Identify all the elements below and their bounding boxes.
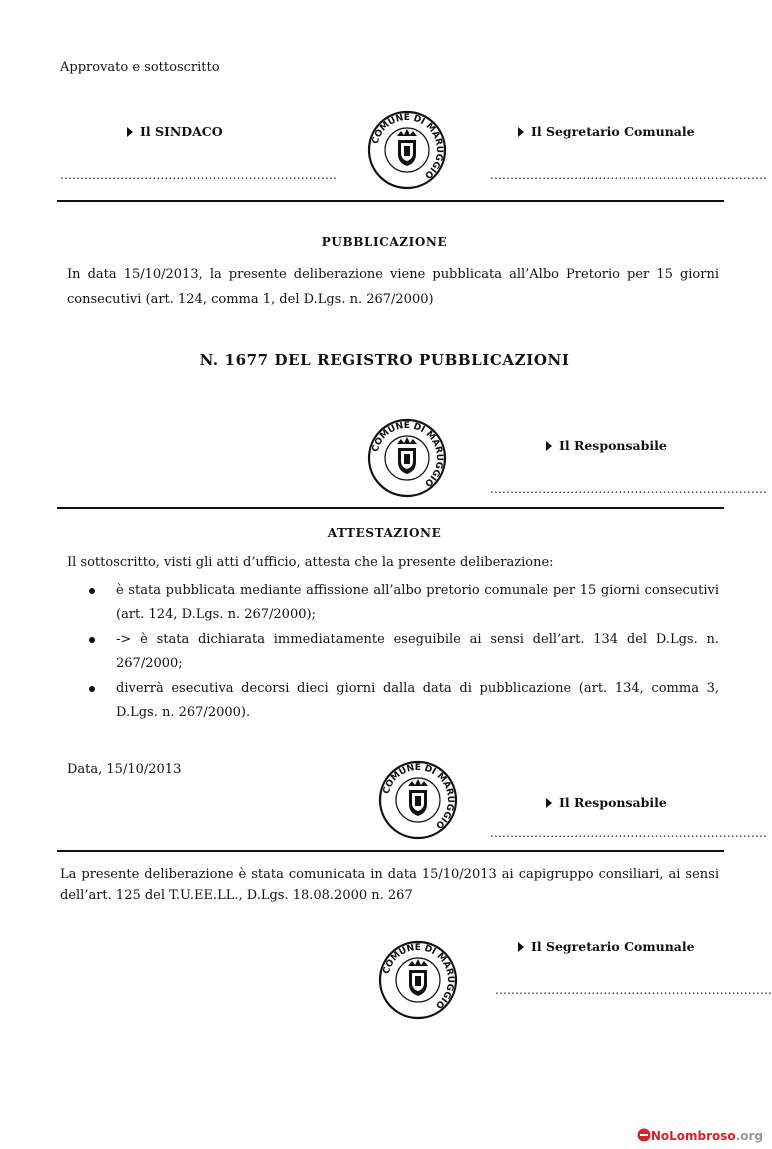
section-divider [57, 850, 724, 852]
responsabile-label-pubblicazione: Il Responsabile [546, 438, 667, 453]
responsabile-label-attestazione: Il Responsabile [546, 795, 667, 810]
triangle-bullet-icon [518, 942, 524, 952]
bullet-dot-icon [89, 588, 95, 594]
municipal-seal-stamp [378, 940, 458, 1020]
registro-heading: N. 1677 DEL REGISTRO PUBBLICAZIONI [199, 351, 570, 369]
sindaco-label: Il SINDACO [127, 124, 223, 139]
segretario-label-bottom: Il Segretario Comunale [518, 939, 695, 954]
triangle-bullet-icon [518, 127, 524, 137]
signature-line-responsabile: ..................................................................... [490, 826, 767, 840]
attestazione-list [67, 579, 719, 726]
municipal-seal-stamp [367, 418, 447, 498]
attestazione-intro: Il sottoscritto, visti gli atti d’ufficio, attesta che la presente deliberazione: [67, 555, 554, 570]
triangle-bullet-icon [546, 798, 552, 808]
list-item: -> è stata dichiarata immediatamente eseguibile ai sensi dell’art. 134 del D.Lgs. n. 267/2000; [67, 628, 719, 676]
approval-note: Approvato e sottoscritto [60, 60, 220, 75]
svg-text:COMUNE DI MARUGGIO: COMUNE DI MARUGGIO [381, 942, 456, 1011]
pubblicazione-text: In data 15/10/2013, la presente deliberazione viene pubblicata all’Albo Pretorio per 15 giorni consecutivi (art. 124, comma 1, del D.Lgs. n. 267/2000) [67, 267, 719, 307]
triangle-bullet-icon [127, 127, 133, 137]
svg-text:COMUNE DI MARUGGIO: COMUNE DI MARUGGIO [370, 112, 445, 181]
pubblicazione-heading: PUBBLICAZIONE [321, 235, 448, 249]
list-item: è stata pubblicata mediante affissione all’albo pretorio comunale per 15 giorni consecutivi (art. 124, D.Lgs. n. 267/2000); [67, 579, 719, 627]
signature-line-sindaco: ..................................................................... [60, 168, 337, 182]
section-divider [57, 200, 724, 202]
signature-line-segretario: ..................................................................... [495, 983, 772, 997]
bullet-dot-icon [89, 686, 95, 692]
municipal-seal-stamp [378, 760, 458, 840]
signature-line-segretario: ..................................................................... [490, 168, 767, 182]
segretario-label-top: Il Segretario Comunale [518, 124, 695, 139]
section-divider [57, 507, 724, 509]
comunicazione-text: La presente deliberazione è stata comunicata in data 15/10/2013 ai capigruppo consiliari, ai sensi dell’art. 125 del T.U.EE.LL., D.Lgs. 18.08.2000 n. 267 [60, 867, 719, 903]
signature-line-responsabile: ..................................................................... [490, 482, 767, 496]
triangle-bullet-icon [546, 441, 552, 451]
municipal-seal-stamp [367, 110, 447, 190]
svg-text:COMUNE DI MARUGGIO: COMUNE DI MARUGGIO [381, 762, 456, 831]
nolombroso-logo[interactable]: NoLombroso.org [637, 1128, 763, 1143]
attestazione-heading: ATTESTAZIONE [327, 526, 442, 540]
svg-text:COMUNE DI MARUGGIO: COMUNE DI MARUGGIO [370, 420, 445, 489]
bullet-dot-icon [89, 637, 95, 643]
list-item: diverrà esecutiva decorsi dieci giorni dalla data di pubblicazione (art. 134, comma 3, D.Lgs. n. 267/2000). [67, 677, 719, 725]
attestazione-date: Data, 15/10/2013 [67, 762, 182, 777]
stop-sign-icon [637, 1128, 651, 1142]
